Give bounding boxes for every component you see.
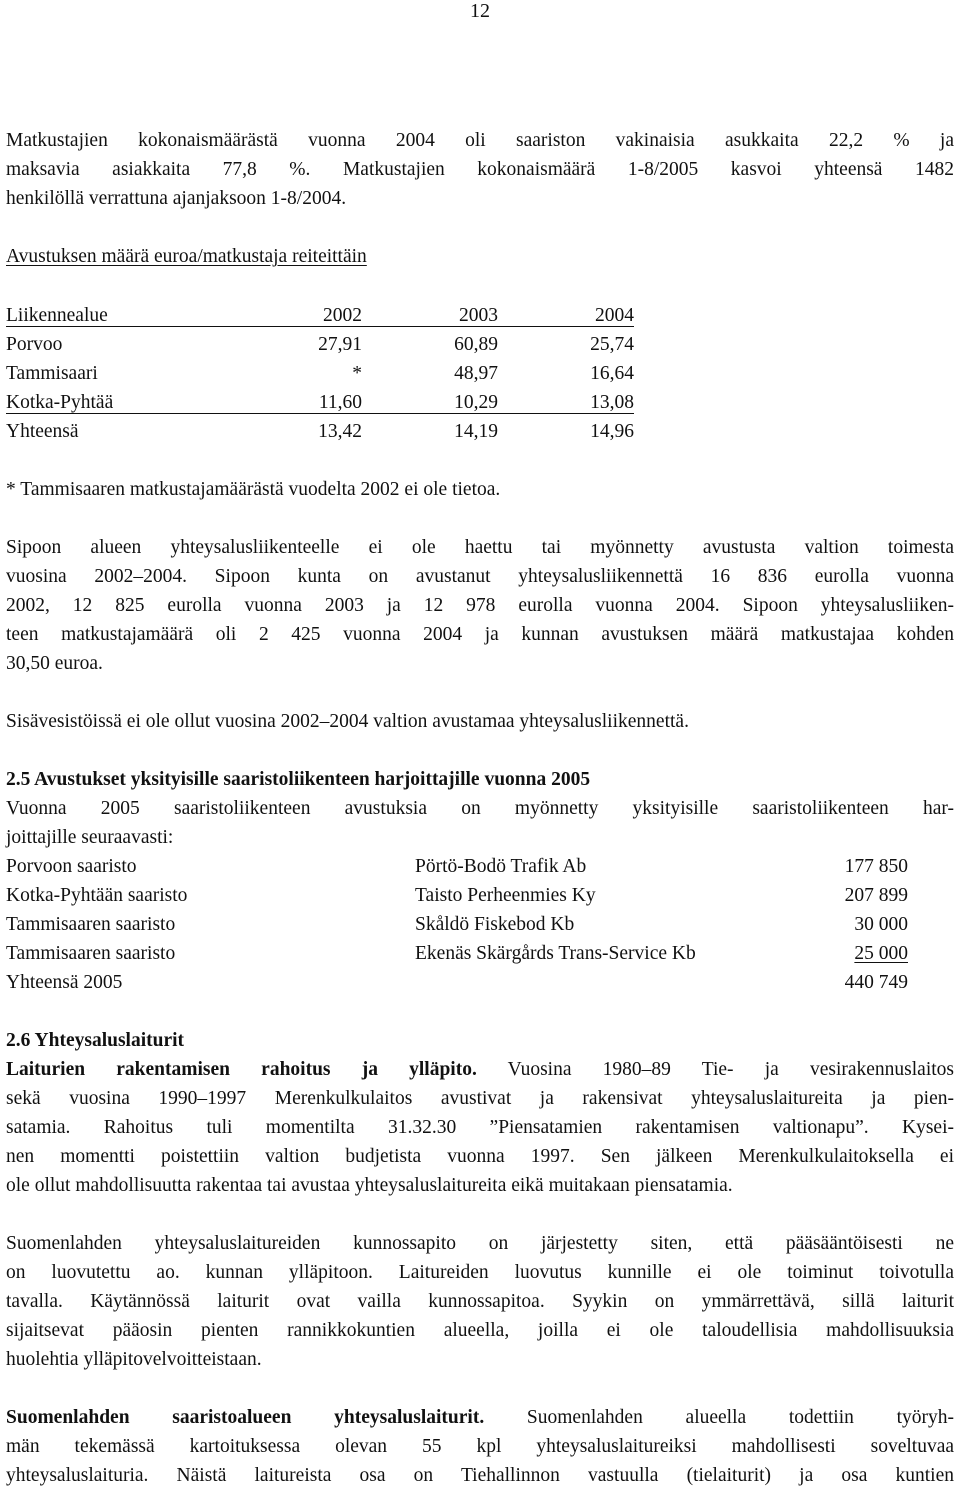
table-row (6, 940, 908, 968)
table-cell: 25 000 (854, 943, 908, 964)
table-row (6, 911, 908, 939)
table-total-row (6, 418, 634, 446)
paragraph-line: Suomenlahden yhteysaluslaitureiden kunnossapito on järjestetty siten, että pääsääntöisesti ne (6, 1233, 954, 1254)
table-header-cell: Liikennealue (6, 305, 108, 326)
paragraph-line: sijaitsevat pääosin pienten rannikkokuntien alueella, joilla ei ole taloudellisia mahdollisuuksia (6, 1320, 954, 1341)
paragraph-line (6, 1404, 954, 1432)
table-cell: 13,08 (590, 392, 634, 413)
paragraph-lead: Laiturien rakentamisen rahoitus ja ylläpito. (6, 1059, 477, 1080)
table-cell: 25,74 (590, 334, 634, 355)
section-heading: 2.5 Avustukset yksityisille saaristoliikenteen harjoittajille vuonna 2005 (6, 769, 591, 790)
paragraph-line: Vuonna 2005 saaristoliikenteen avustuksia on myönnetty yksityisille saaristoliikenteen har- (6, 798, 954, 819)
section-heading: 2.6 Yhteysaluslaiturit (6, 1030, 185, 1051)
table-cell: Yhteensä (6, 421, 79, 442)
paragraph-line: teen matkustajamäärä oli 2 425 vuonna 2004 ja kunnan avustuksen määrä matkustajaa kohden (6, 624, 954, 645)
table-cell: Pörtö-Bodö Trafik Ab (415, 856, 587, 877)
paragraph-line: henkilöllä verrattuna ajanjaksoon 1-8/2004. (6, 188, 347, 209)
table-row (6, 389, 634, 417)
table-cell: 30 000 (854, 914, 908, 935)
paragraph-lead: Suomenlahden saaristoalueen yhteysaluslaiturit. (6, 1407, 485, 1428)
table-cell: 207 899 (844, 885, 908, 906)
paragraph-text: Vuosina 1980–89 Tie- ja vesirakennuslaitos (476, 1059, 954, 1080)
paragraph-line: män tekemässä kartoituksessa olevan 55 kpl yhteysaluslaitureiksi mahdollisesti soveltuvaa (6, 1436, 954, 1457)
table-cell: 177 850 (844, 856, 908, 877)
table-cell: 10,29 (454, 392, 498, 413)
paragraph-line: nen momentti poistettiin valtion budjetista vuonna 1997. Sen jälkeen Merenkulkulaitoksella ei (6, 1146, 954, 1167)
table-cell: 16,64 (590, 363, 634, 384)
paragraph-line: maksavia asiakkaita 77,8 %. Matkustajien kokonaismäärä 1-8/2005 kasvoi yhteensä 1482 (6, 159, 954, 180)
table-cell: 14,96 (590, 421, 634, 442)
table-cell: Taisto Perheenmies Ky (415, 885, 596, 906)
table-header-cell: 2002 (323, 305, 362, 326)
paragraph-line: 2002, 12 825 eurolla vuonna 2003 ja 12 978 eurolla vuonna 2004. Sipoon yhteysalusliiken- (6, 595, 954, 616)
table-cell: Yhteensä 2005 (6, 972, 123, 993)
table-cell: Tammisaari (6, 363, 98, 384)
paragraph-line: huolehtia ylläpitovelvoitteistaan. (6, 1349, 262, 1370)
table-title: Avustuksen määrä euroa/matkustaja reiteittäin (6, 246, 367, 267)
table-cell: 48,97 (454, 363, 498, 384)
table-cell: Skåldö Fiskebod Kb (415, 914, 575, 935)
table-header-cell: 2003 (459, 305, 498, 326)
paragraph-line: sekä vuosina 1990–1997 Merenkulkulaitos avustivat ja rakensivat yhteysaluslaitureita ja pien- (6, 1088, 954, 1109)
table-cell: Porvoon saaristo (6, 856, 137, 877)
paragraph-line: Sisävesistöissä ei ole ollut vuosina 2002–2004 valtion avustamaa yhteysalusliikennettä. (6, 711, 689, 732)
table-row (6, 331, 634, 359)
table-cell: * (352, 363, 362, 384)
paragraph-line: ole ollut mahdollisuutta rakentaa tai avustaa yhteysaluslaitureita eikä muitakaan piensatamia. (6, 1175, 733, 1196)
table-footnote: * Tammisaaren matkustajamäärästä vuodelta 2002 ei ole tietoa. (6, 479, 501, 500)
paragraph-line: Sipoon alueen yhteysalusliikenteelle ei ole haettu tai myönnetty avustusta valtion toimesta (6, 537, 954, 558)
table-header-row (6, 302, 634, 330)
paragraph-line: vuosina 2002–2004. Sipoon kunta on avustanut yhteysalusliikennettä 16 836 eurolla vuonna (6, 566, 954, 587)
table-cell: Kotka-Pyhtään saaristo (6, 885, 188, 906)
table-cell: 440 749 (844, 972, 908, 993)
paragraph-line: satamia. Rahoitus tuli momentilta 31.32.30 ”Piensatamien rakentamisen valtionapu”. Kysei- (6, 1117, 954, 1138)
table-row (6, 853, 908, 881)
paragraph-line: yhteysaluslaituria. Näistä laitureista osa on Tiehallinnon vastuulla (tielaiturit) ja osa kuntien (6, 1465, 954, 1486)
table-row (6, 360, 634, 388)
table-total-row (6, 969, 908, 997)
table-cell: 27,91 (318, 334, 362, 355)
table-row (6, 882, 908, 910)
paragraph-line (6, 1056, 954, 1084)
table-header-cell: 2004 (595, 305, 634, 326)
paragraph-line: tavalla. Käytännössä laiturit ovat vailla kunnossapitoa. Syykin on ymmärrettävä, sillä laiturit (6, 1291, 954, 1312)
table-cell: Ekenäs Skärgårds Trans-Service Kb (415, 943, 696, 964)
table-cell: 11,60 (318, 392, 362, 413)
table-cell: 14,19 (454, 421, 498, 442)
paragraph-text: Suomenlahden alueella todettiin työryh- (484, 1407, 954, 1428)
paragraph-line: joittajille seuraavasti: (6, 827, 174, 848)
table-cell: Tammisaaren saaristo (6, 914, 176, 935)
paragraph-line: Matkustajien kokonaismäärästä vuonna 2004 oli saariston vakinaisia asukkaita 22,2 % ja (6, 130, 954, 151)
paragraph-line: on luovutettu ao. kunnan ylläpitoon. Laitureiden luovutus kunnille ei ole toiminut toivotulla (6, 1262, 954, 1283)
paragraph-line: 30,50 euroa. (6, 653, 103, 674)
table-cell: 60,89 (454, 334, 498, 355)
table-cell: 13,42 (318, 421, 362, 442)
page-number: 12 (470, 0, 490, 22)
table-cell: Kotka-Pyhtää (6, 392, 114, 413)
table-cell: Porvoo (6, 334, 63, 355)
table-cell: Tammisaaren saaristo (6, 943, 176, 964)
